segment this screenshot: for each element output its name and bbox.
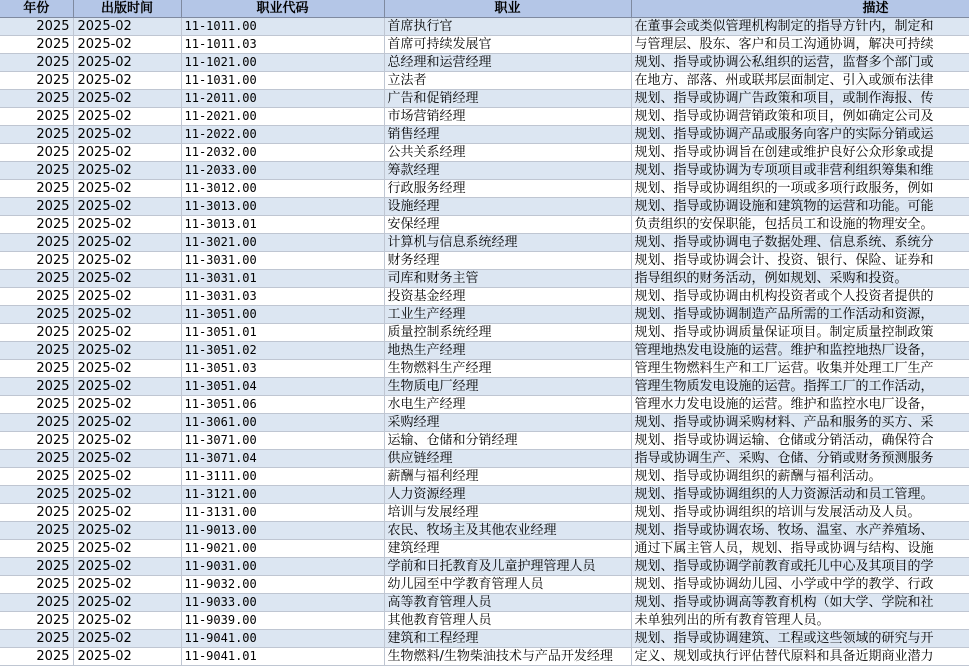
cell-year[interactable]: 2025 (0, 324, 73, 342)
cell-year[interactable]: 2025 (0, 486, 73, 504)
cell-pub-date[interactable]: 2025-02 (73, 486, 181, 504)
table-row (0, 72, 969, 90)
cell-year[interactable]: 2025 (0, 468, 73, 486)
cell-year[interactable]: 2025 (0, 252, 73, 270)
header-description[interactable]: 描述 (631, 0, 969, 18)
cell-occupation[interactable]: 生物燃料/生物柴油技术与产品开发经理 (384, 648, 631, 666)
cell-year[interactable]: 2025 (0, 180, 73, 198)
cell-code[interactable]: 11-9041.00 (181, 630, 384, 648)
table-row (0, 270, 969, 288)
cell-pub-date[interactable]: 2025-02 (73, 216, 181, 234)
cell-occupation[interactable]: 培训与发展经理 (384, 504, 631, 522)
cell-code[interactable]: 11-2011.00 (181, 90, 384, 108)
cell-year[interactable]: 2025 (0, 144, 73, 162)
table-row (0, 558, 969, 576)
cell-occupation[interactable]: 司库和财务主管 (384, 270, 631, 288)
cell-description[interactable]: 与管理层、股东、客户和员工沟通协调，解决可持续 (631, 36, 969, 54)
cell-year[interactable]: 2025 (0, 540, 73, 558)
cell-year[interactable]: 2025 (0, 162, 73, 180)
cell-code[interactable]: 11-2021.00 (181, 108, 384, 126)
table-row (0, 432, 969, 450)
table-row (0, 324, 969, 342)
cell-description[interactable]: 管理生物质发电设施的运营。指挥工厂的工作活动， (631, 378, 969, 396)
cell-description[interactable]: 管理生物燃料生产和工厂运营。收集并处理工厂生产 (631, 360, 969, 378)
header-code[interactable]: 职业代码 (181, 0, 384, 18)
cell-year[interactable]: 2025 (0, 522, 73, 540)
cell-description[interactable]: 规划、指导或协调由机构投资者或个人投资者提供的 (631, 288, 969, 306)
cell-pub-date[interactable]: 2025-02 (73, 648, 181, 666)
cell-year[interactable]: 2025 (0, 360, 73, 378)
cell-year[interactable]: 2025 (0, 126, 73, 144)
cell-occupation[interactable]: 行政服务经理 (384, 180, 631, 198)
cell-pub-date[interactable]: 2025-02 (73, 540, 181, 558)
cell-occupation[interactable]: 水电生产经理 (384, 396, 631, 414)
cell-description[interactable]: 规划、指导或协调产品或服务向客户的实际分销或运 (631, 126, 969, 144)
cell-code[interactable]: 11-3131.00 (181, 504, 384, 522)
table-row (0, 594, 969, 612)
cell-year[interactable]: 2025 (0, 306, 73, 324)
table-row (0, 648, 969, 666)
cell-occupation[interactable]: 立法者 (384, 72, 631, 90)
table-row (0, 234, 969, 252)
cell-pub-date[interactable]: 2025-02 (73, 288, 181, 306)
table-row (0, 108, 969, 126)
cell-code[interactable]: 11-9033.00 (181, 594, 384, 612)
cell-code[interactable]: 11-9013.00 (181, 522, 384, 540)
cell-year[interactable]: 2025 (0, 72, 73, 90)
table-row (0, 486, 969, 504)
cell-pub-date[interactable]: 2025-02 (73, 270, 181, 288)
cell-description[interactable]: 规划、指导或协调组织的人力资源活动和员工管理。 (631, 486, 969, 504)
cell-occupation[interactable]: 市场营销经理 (384, 108, 631, 126)
cell-occupation[interactable]: 公共关系经理 (384, 144, 631, 162)
cell-occupation[interactable]: 地热生产经理 (384, 342, 631, 360)
cell-pub-date[interactable]: 2025-02 (73, 396, 181, 414)
header-row (0, 0, 969, 18)
cell-pub-date[interactable]: 2025-02 (73, 414, 181, 432)
cell-description[interactable]: 规划、指导或协调为专项项目或非营利组织筹集和维 (631, 162, 969, 180)
cell-code[interactable]: 11-1021.00 (181, 54, 384, 72)
cell-occupation[interactable]: 人力资源经理 (384, 486, 631, 504)
cell-year[interactable]: 2025 (0, 198, 73, 216)
cell-occupation[interactable]: 筹款经理 (384, 162, 631, 180)
cell-code[interactable]: 11-3071.00 (181, 432, 384, 450)
table-row (0, 126, 969, 144)
table-row (0, 198, 969, 216)
cell-code[interactable]: 11-3071.04 (181, 450, 384, 468)
cell-description[interactable]: 在地方、部落、州或联邦层面制定、引入或颁布法律 (631, 72, 969, 90)
table-row (0, 360, 969, 378)
cell-pub-date[interactable]: 2025-02 (73, 36, 181, 54)
cell-code[interactable]: 11-3051.04 (181, 378, 384, 396)
table-row (0, 216, 969, 234)
cell-occupation[interactable]: 首席可持续发展官 (384, 36, 631, 54)
cell-description[interactable]: 规划、指导或协调广告政策和项目，或制作海报、传 (631, 90, 969, 108)
cell-code[interactable]: 11-3051.06 (181, 396, 384, 414)
cell-description[interactable]: 未单独列出的所有教育管理人员。 (631, 612, 969, 630)
cell-description[interactable]: 规划、指导或协调农场、牧场、温室、水产养殖场、 (631, 522, 969, 540)
cell-pub-date[interactable]: 2025-02 (73, 612, 181, 630)
cell-code[interactable]: 11-3013.00 (181, 198, 384, 216)
cell-pub-date[interactable]: 2025-02 (73, 342, 181, 360)
cell-year[interactable]: 2025 (0, 558, 73, 576)
cell-code[interactable]: 11-3012.00 (181, 180, 384, 198)
table-row (0, 396, 969, 414)
cell-year[interactable]: 2025 (0, 450, 73, 468)
table-row (0, 144, 969, 162)
cell-code[interactable]: 11-3051.00 (181, 306, 384, 324)
cell-description[interactable]: 管理地热发电设施的运营。维护和监控地热厂设备， (631, 342, 969, 360)
cell-code[interactable]: 11-9039.00 (181, 612, 384, 630)
table-row (0, 468, 969, 486)
table-row (0, 504, 969, 522)
cell-pub-date[interactable]: 2025-02 (73, 306, 181, 324)
cell-year[interactable]: 2025 (0, 594, 73, 612)
cell-occupation[interactable]: 销售经理 (384, 126, 631, 144)
cell-pub-date[interactable]: 2025-02 (73, 378, 181, 396)
cell-occupation[interactable]: 薪酬与福利经理 (384, 468, 631, 486)
cell-pub-date[interactable]: 2025-02 (73, 594, 181, 612)
cell-code[interactable]: 11-3013.01 (181, 216, 384, 234)
header-pub-date[interactable]: 出版时间 (73, 0, 181, 18)
cell-description[interactable]: 定义、规划或执行评估替代原料和具备近期商业潜力 (631, 648, 969, 666)
cell-occupation[interactable]: 其他教育管理人员 (384, 612, 631, 630)
cell-occupation[interactable]: 设施经理 (384, 198, 631, 216)
table-row (0, 18, 969, 36)
cell-pub-date[interactable]: 2025-02 (73, 432, 181, 450)
cell-occupation[interactable]: 财务经理 (384, 252, 631, 270)
cell-pub-date[interactable]: 2025-02 (73, 252, 181, 270)
cell-description[interactable]: 规划、指导或协调运输、仓储或分销活动，确保符合 (631, 432, 969, 450)
cell-pub-date[interactable]: 2025-02 (73, 576, 181, 594)
cell-pub-date[interactable]: 2025-02 (73, 468, 181, 486)
cell-code[interactable]: 11-3051.03 (181, 360, 384, 378)
cell-pub-date[interactable]: 2025-02 (73, 522, 181, 540)
cell-code[interactable]: 11-3061.00 (181, 414, 384, 432)
cell-occupation[interactable]: 投资基金经理 (384, 288, 631, 306)
cell-code[interactable]: 11-1031.00 (181, 72, 384, 90)
cell-occupation[interactable]: 总经理和运营经理 (384, 54, 631, 72)
table-row (0, 378, 969, 396)
cell-description[interactable]: 规划、指导或协调电子数据处理、信息系统、系统分 (631, 234, 969, 252)
cell-occupation[interactable]: 安保经理 (384, 216, 631, 234)
cell-year[interactable]: 2025 (0, 18, 73, 36)
cell-code[interactable]: 11-9021.00 (181, 540, 384, 558)
cell-year[interactable]: 2025 (0, 432, 73, 450)
cell-year[interactable]: 2025 (0, 576, 73, 594)
cell-description[interactable]: 规划、指导或协调高等教育机构（如大学、学院和社 (631, 594, 969, 612)
cell-code[interactable]: 11-3111.00 (181, 468, 384, 486)
cell-pub-date[interactable]: 2025-02 (73, 180, 181, 198)
cell-occupation[interactable]: 建筑经理 (384, 540, 631, 558)
cell-year[interactable]: 2025 (0, 630, 73, 648)
cell-pub-date[interactable]: 2025-02 (73, 450, 181, 468)
cell-occupation[interactable]: 幼儿园至中学教育管理人员 (384, 576, 631, 594)
cell-description[interactable]: 规划、指导或协调质量保证项目。制定质量控制政策 (631, 324, 969, 342)
cell-pub-date[interactable]: 2025-02 (73, 234, 181, 252)
cell-pub-date[interactable]: 2025-02 (73, 630, 181, 648)
cell-code[interactable]: 11-3121.00 (181, 486, 384, 504)
cell-occupation[interactable]: 建筑和工程经理 (384, 630, 631, 648)
cell-code[interactable]: 11-9031.00 (181, 558, 384, 576)
table-row (0, 162, 969, 180)
cell-description[interactable]: 通过下属主管人员，规划、指导或协调与结构、设施 (631, 540, 969, 558)
cell-description[interactable]: 规划、指导或协调组织的一项或多项行政服务，例如 (631, 180, 969, 198)
cell-occupation[interactable]: 质量控制系统经理 (384, 324, 631, 342)
cell-pub-date[interactable]: 2025-02 (73, 504, 181, 522)
cell-occupation[interactable]: 首席执行官 (384, 18, 631, 36)
cell-year[interactable]: 2025 (0, 288, 73, 306)
table-row (0, 306, 969, 324)
table-row (0, 540, 969, 558)
cell-occupation[interactable]: 广告和促销经理 (384, 90, 631, 108)
table-row (0, 90, 969, 108)
cell-description[interactable]: 规划、指导或协调营销政策和项目，例如确定公司及 (631, 108, 969, 126)
cell-description[interactable]: 规划、指导或协调组织的薪酬与福利活动。 (631, 468, 969, 486)
cell-code[interactable]: 11-1011.03 (181, 36, 384, 54)
cell-description[interactable]: 规划、指导或协调幼儿园、小学或中学的教学、行政 (631, 576, 969, 594)
cell-pub-date[interactable]: 2025-02 (73, 198, 181, 216)
table-row (0, 450, 969, 468)
cell-description[interactable]: 指导或协调生产、采购、仓储、分销或财务预测服务 (631, 450, 969, 468)
table-row (0, 414, 969, 432)
cell-year[interactable]: 2025 (0, 504, 73, 522)
cell-code[interactable]: 11-3051.02 (181, 342, 384, 360)
cell-year[interactable]: 2025 (0, 648, 73, 666)
table-row (0, 522, 969, 540)
cell-pub-date[interactable]: 2025-02 (73, 54, 181, 72)
cell-occupation[interactable]: 供应链经理 (384, 450, 631, 468)
cell-code[interactable]: 11-9041.01 (181, 648, 384, 666)
table-body (0, 18, 969, 666)
table-row (0, 630, 969, 648)
table-row (0, 36, 969, 54)
cell-description[interactable]: 负责组织的安保职能，包括员工和设施的物理安全。 (631, 216, 969, 234)
table-row (0, 252, 969, 270)
cell-description[interactable]: 指导组织的财务活动，例如规划、采购和投资。 (631, 270, 969, 288)
cell-code[interactable]: 11-3021.00 (181, 234, 384, 252)
cell-description[interactable]: 规划、指导或协调旨在创建或维护良好公众形象或提 (631, 144, 969, 162)
cell-description[interactable]: 规划、指导或协调制造产品所需的工作活动和资源， (631, 306, 969, 324)
cell-occupation[interactable]: 运输、仓储和分销经理 (384, 432, 631, 450)
header-year[interactable]: 年份 (0, 0, 73, 18)
cell-year[interactable]: 2025 (0, 612, 73, 630)
cell-code[interactable]: 11-1011.00 (181, 18, 384, 36)
cell-description[interactable]: 规划、指导或协调组织的培训与发展活动及人员。 (631, 504, 969, 522)
cell-year[interactable]: 2025 (0, 270, 73, 288)
cell-occupation[interactable]: 高等教育管理人员 (384, 594, 631, 612)
table-row (0, 54, 969, 72)
cell-pub-date[interactable]: 2025-02 (73, 72, 181, 90)
table-row (0, 180, 969, 198)
cell-year[interactable]: 2025 (0, 396, 73, 414)
cell-description[interactable]: 规划、指导或协调建筑、工程或这些领域的研究与开 (631, 630, 969, 648)
table-row (0, 576, 969, 594)
cell-year[interactable]: 2025 (0, 36, 73, 54)
cell-year[interactable]: 2025 (0, 378, 73, 396)
cell-year[interactable]: 2025 (0, 216, 73, 234)
table-row (0, 612, 969, 630)
cell-year[interactable]: 2025 (0, 90, 73, 108)
cell-description[interactable]: 规划、指导或协调采购材料、产品和服务的买方、采 (631, 414, 969, 432)
cell-pub-date[interactable]: 2025-02 (73, 360, 181, 378)
cell-code[interactable]: 11-3031.01 (181, 270, 384, 288)
cell-code[interactable]: 11-3031.03 (181, 288, 384, 306)
cell-code[interactable]: 11-3031.00 (181, 252, 384, 270)
cell-pub-date[interactable]: 2025-02 (73, 90, 181, 108)
cell-occupation[interactable]: 采购经理 (384, 414, 631, 432)
cell-occupation[interactable]: 生物质电厂经理 (384, 378, 631, 396)
cell-occupation[interactable]: 计算机与信息系统经理 (384, 234, 631, 252)
cell-year[interactable]: 2025 (0, 414, 73, 432)
cell-pub-date[interactable]: 2025-02 (73, 162, 181, 180)
cell-year[interactable]: 2025 (0, 54, 73, 72)
cell-code[interactable]: 11-9032.00 (181, 576, 384, 594)
cell-description[interactable]: 在董事会或类似管理机构制定的指导方针内，制定和 (631, 18, 969, 36)
cell-year[interactable]: 2025 (0, 234, 73, 252)
cell-pub-date[interactable]: 2025-02 (73, 108, 181, 126)
cell-year[interactable]: 2025 (0, 342, 73, 360)
cell-occupation[interactable]: 生物燃料生产经理 (384, 360, 631, 378)
cell-description[interactable]: 规划、指导或协调设施和建筑物的运营和功能。可能 (631, 198, 969, 216)
cell-description[interactable]: 规划、指导或协调会计、投资、银行、保险、证券和 (631, 252, 969, 270)
header-occupation[interactable]: 职业 (384, 0, 631, 18)
cell-occupation[interactable]: 学前和日托教育及儿童护理管理人员 (384, 558, 631, 576)
cell-pub-date[interactable]: 2025-02 (73, 144, 181, 162)
cell-code[interactable]: 11-3051.01 (181, 324, 384, 342)
cell-code[interactable]: 11-2033.00 (181, 162, 384, 180)
cell-pub-date[interactable]: 2025-02 (73, 324, 181, 342)
cell-code[interactable]: 11-2032.00 (181, 144, 384, 162)
cell-description[interactable]: 规划、指导或协调公私组织的运营，监督多个部门或 (631, 54, 969, 72)
cell-occupation[interactable]: 农民、牧场主及其他农业经理 (384, 522, 631, 540)
cell-description[interactable]: 规划、指导或协调学前教育或托儿中心及其项目的学 (631, 558, 969, 576)
cell-description[interactable]: 管理水力发电设施的运营。维护和监控水电厂设备， (631, 396, 969, 414)
table-row (0, 342, 969, 360)
cell-pub-date[interactable]: 2025-02 (73, 126, 181, 144)
cell-year[interactable]: 2025 (0, 108, 73, 126)
cell-occupation[interactable]: 工业生产经理 (384, 306, 631, 324)
table-row (0, 288, 969, 306)
cell-pub-date[interactable]: 2025-02 (73, 18, 181, 36)
cell-code[interactable]: 11-2022.00 (181, 126, 384, 144)
cell-pub-date[interactable]: 2025-02 (73, 558, 181, 576)
